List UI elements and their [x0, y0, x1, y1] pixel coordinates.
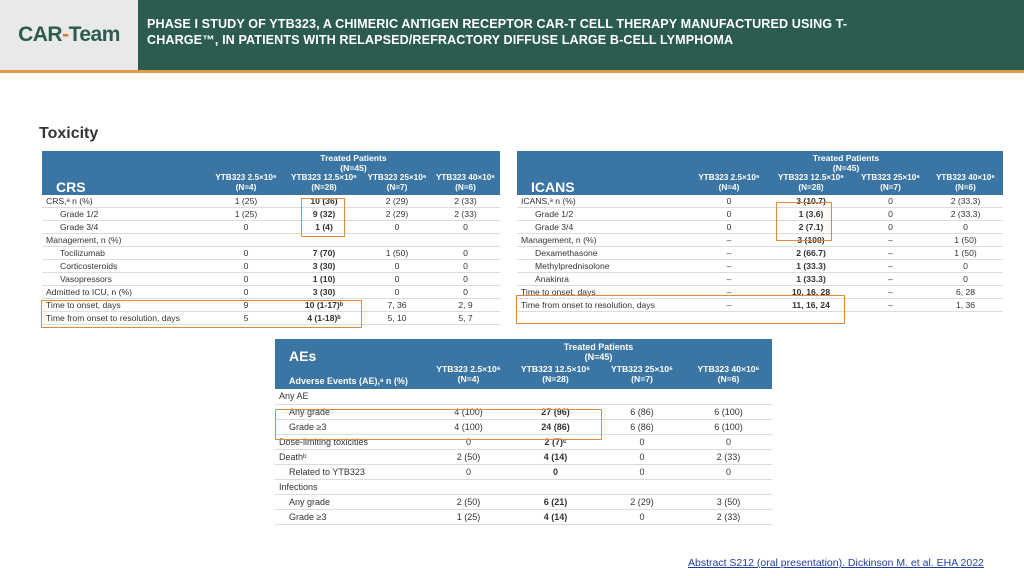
crs-col-header: YTB323 12.5×10⁶ (N=28) [285, 173, 363, 195]
icans-col-header: YTB323 25×10⁶ (N=7) [853, 173, 928, 195]
icans-col-header: YTB323 40×10⁶ (N=6) [928, 173, 1003, 195]
table-row: Grade ≥3 1 (25) 4 (14) 0 2 (33) [275, 509, 772, 524]
table-row: Time to onset, days – 10, 16, 28 – 6, 28 [517, 286, 1003, 299]
table-row: Time from onset to resolution, days – 11, 16, 24 – 1, 36 [517, 299, 1003, 312]
aes-col-header: YTB323 25×10⁶ (N=7) [599, 364, 685, 389]
icans-col-header: YTB323 12.5×10⁶ (N=28) [769, 173, 853, 195]
table-row: Time from onset to resolution, days 5 4 (1-18)ᵇ 5, 10 5, 7 [42, 312, 500, 325]
aes-table-label: AEs [275, 339, 425, 364]
car-team-logo [18, 23, 120, 47]
reference-link[interactable]: Abstract S212 (oral presentation). Dickinson M. et al. EHA 2022 [688, 557, 984, 569]
table-row: Dose-limiting toxicities 0 2 (7)ᶜ 0 0 [275, 434, 772, 449]
icans-table-label: ICANS [517, 151, 689, 195]
table-row: Any grade 2 (50) 6 (21) 2 (29) 3 (50) [275, 494, 772, 509]
slide-title-line-1: PHASE I STUDY OF YTB323, A CHIMERIC ANTIGEN RECEPTOR CAR-T CELL THERAPY MANUFACTURED USING T- [147, 17, 848, 31]
table-row: Admitted to ICU, n (%) 0 3 (30) 0 0 [42, 286, 500, 299]
table-row: Any AE [275, 389, 772, 404]
logo-c: C [18, 23, 33, 46]
aes-col-header: YTB323 2.5×10⁶ (N=4) [425, 364, 512, 389]
crs-col-header: YTB323 2.5×10⁶ (N=4) [207, 173, 285, 195]
icans-table [517, 151, 1003, 312]
slide-header [0, 0, 1024, 70]
table-row: CRS,ᵃ n (%) 1 (25) 10 (36) 2 (29) 2 (33) [42, 195, 500, 208]
table-row: Related to YTB323 0 0 0 0 [275, 464, 772, 479]
icans-col-header: YTB323 2.5×10⁶ (N=4) [689, 173, 769, 195]
aes-treated-header: Treated Patients (N=45) [425, 339, 772, 364]
table-row: Time to onset, days 9 10 (1-17)ᵇ 7, 36 2, 9 [42, 299, 500, 312]
crs-treated-header: Treated Patients (N=45) [207, 151, 500, 173]
table-row: Dexamethasone – 2 (66.7) – 1 (50) [517, 247, 1003, 260]
table-row: Deathᵇ 2 (50) 4 (14) 0 2 (33) [275, 449, 772, 464]
aes-col-header: YTB323 40×10⁶ (N=6) [685, 364, 772, 389]
table-row: Grade 3/4 0 2 (7.1) 0 0 [517, 221, 1003, 234]
section-title: Toxicity [39, 125, 99, 142]
table-row: Corticosteroids 0 3 (30) 0 0 [42, 260, 500, 273]
title-bar [138, 0, 1024, 70]
table-row: Infections [275, 479, 772, 494]
crs-col-header: YTB323 25×10⁶ (N=7) [363, 173, 431, 195]
table-row: Grade 1/2 0 1 (3.6) 0 2 (33.3) [517, 208, 1003, 221]
table-row: Management, n (%) – 3 (100) – 1 (50) [517, 234, 1003, 247]
table-row: ICANS,ᵃ n (%) 0 3 (10.7) 0 2 (33.3) [517, 195, 1003, 208]
slide-title-line-2: CHARGE™, IN PATIENTS WITH RELAPSED/REFRACTORY DIFFUSE LARGE B-CELL LYMPHOMA [147, 33, 734, 47]
table-row: Grade 1/2 1 (25) 9 (32) 2 (29) 2 (33) [42, 208, 500, 221]
header-divider [0, 70, 1024, 73]
table-row: Grade 3/4 0 1 (4) 0 0 [42, 221, 500, 234]
aes-col-header: YTB323 12.5×10⁶ (N=28) [512, 364, 599, 389]
logo-ar: AR [32, 23, 63, 46]
logo-team: Team [68, 23, 120, 46]
table-row: Anakinra – 1 (33.3) – 0 [517, 273, 1003, 286]
table-row: Any grade 4 (100) 27 (96) 6 (86) 6 (100) [275, 404, 772, 419]
table-row: Tocilizumab 0 7 (70) 1 (50) 0 [42, 247, 500, 260]
icans-treated-header: Treated Patients (N=45) [689, 151, 1003, 173]
table-row: Grade ≥3 4 (100) 24 (86) 6 (86) 6 (100) [275, 419, 772, 434]
aes-table [275, 339, 772, 525]
aes-table-sublabel: Adverse Events (AE),ᵃ n (%) [275, 364, 425, 389]
logo-dash: - [62, 23, 69, 46]
crs-table-label: CRS [42, 151, 207, 195]
crs-col-header: YTB323 40×10⁶ (N=6) [431, 173, 500, 195]
table-row: Management, n (%) [42, 234, 500, 247]
table-row: Vasopressors 0 1 (10) 0 0 [42, 273, 500, 286]
table-row: Methylprednisolone – 1 (33.3) – 0 [517, 260, 1003, 273]
logo-area [0, 0, 138, 70]
crs-table [42, 151, 500, 325]
